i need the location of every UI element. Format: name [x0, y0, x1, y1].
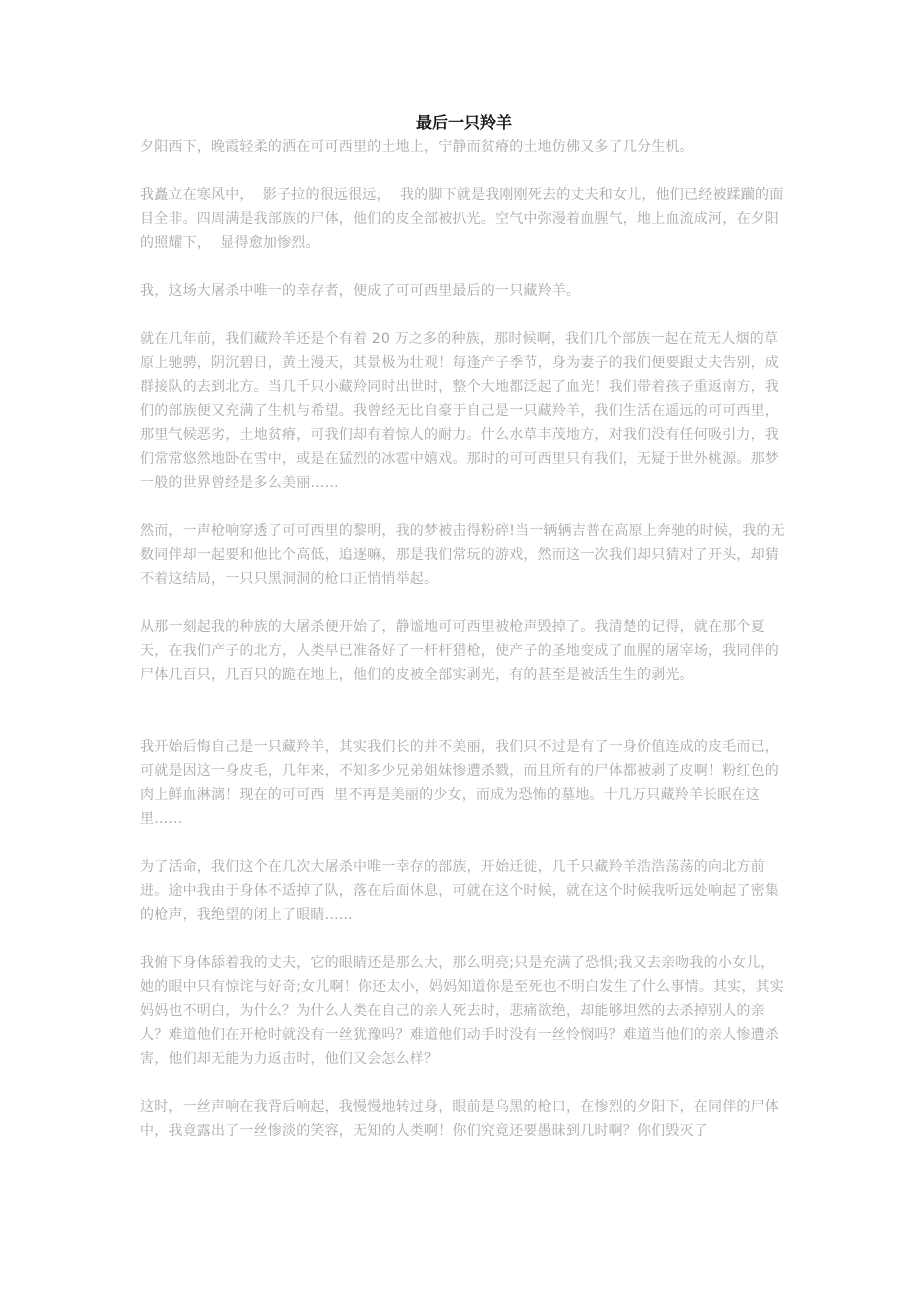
paragraph-8: 为了活命，我们这个在几次大屠杀中唯一幸存的部族，开始迁徙，几千只藏羚羊浩浩荡荡的向北方前进。途中我由于身体不适掉了队，落在后面休息，可就在这个时候，就在这个时候我听远处响起了密集的枪声，我绝望的闭上了眼睛…… — [140, 859, 779, 923]
paragraph-10: 这时，一丝声响在我背后响起，我慢慢地转过身，眼前是乌黑的枪口，在惨烈的夕阳下，在同伴的尸体中，我竟露出了一丝惨淡的笑容，无知的人类啊！你们究竟还要愚昧到几时啊？你们毁灭了 — [140, 1099, 779, 1139]
paragraph-2: 我矗立在寒风中， 影子拉的很远很远， 我的脚下就是我刚刚死去的丈夫和女儿，他们已经被蹂躏的面目全非。四周满是我部族的尸体，他们的皮全部被扒光。空气中弥漫着血腥气，地上血流成河，在夕阳的照耀下， 显得愈加惨烈。 — [140, 187, 784, 251]
document-page — [140, 111, 788, 1143]
paragraph-1: 夕阳西下，晚霞轻柔的洒在可可西里的土地上，宁静而贫瘠的土地仿佛又多了几分生机。 — [140, 139, 694, 155]
paragraph-4: 就在几年前，我们藏羚羊还是个有着 20 万之多的种族，那时候啊，我们几个部族一起在荒无人烟的草原上驰骋，阴沉碧日，黄土漫天，其景极为壮观！每逢产子季节，身为妻子的我们便要跟丈夫告别，成群接队的去到北方。当几千只小藏羚同时出世时，整个大地都泛起了血光！我们带着孩子重返南方，我们的部族便又充满了生机与希望。我曾经无比自豪于自己是一只藏羚羊，我们生活在遥远的可可西里，那里气候恶劣，土地贫瘠，可我们却有着惊人的耐力。什么水草丰茂地方，对我们没有任何吸引力，我们常常悠然地卧在雪中，或是在猛烈的冰雹中嬉戏。那时的可可西里只有我们，无疑于世外桃源。那梦一般的世界曾经是多么美丽…… — [140, 331, 779, 491]
document-title: 最后一只羚羊 — [415, 113, 512, 132]
paragraph-9: 我俯下身体舔着我的丈夫，它的眼睛还是那么大，那么明亮;只是充满了恐惧;我又去亲吻我的小女儿，她的眼中只有惊诧与好奇;女儿啊！你还太小，妈妈知道你是至死也不明白发生了什么事情。其实，其实妈妈也不明白，为什么？为什么人类在自己的亲人死去时，悲痛欲绝，却能够坦然的去杀掉别人的亲人？难道他们在开枪时就没有一丝犹豫吗？难道他们动手时没有一丝怜悯吗？难道当他们的亲人惨遭杀害，他们却无能为力返击时，他们又会怎么样？ — [140, 955, 784, 1067]
paragraph-gap — [140, 255, 788, 279]
paragraph-gap — [140, 1071, 788, 1095]
paragraph-gap — [140, 687, 788, 735]
paragraph-gap — [140, 495, 788, 519]
paragraph-gap — [140, 303, 788, 327]
paragraph-7: 我开始后悔自己是一只藏羚羊，其实我们长的并不美丽，我们只不过是有了一身价值连成的皮毛而已，可就是因这一身皮毛，几年来，不知多少兄弟姐妹惨遭杀戮，而且所有的尸体都被剥了皮啊！粉红色的肉上鲜血淋漓！现在的可可西 里不再是美丽的少女，而成为恐怖的墓地。十几万只藏羚羊长眠在这里…… — [140, 739, 779, 827]
paragraph-3: 我，这场大屠杀中唯一的幸存者，便成了可可西里最后的一只藏羚羊。 — [140, 283, 581, 299]
paragraph-6: 从那一刻起我的种族的大屠杀便开始了，静谧地可可西里被枪声毁掉了。我清楚的记得，就在那个夏天，在我们产子的北方，人类早已准备好了一杆杆猎枪，使产子的圣地变成了血腥的屠宰场，我同伴的尸体几百只，几百只的跪在地上，他们的皮被全部实剥光，有的甚至是被活生生的剥光。 — [140, 619, 779, 683]
paragraph-gap — [140, 159, 788, 183]
paragraph-gap — [140, 927, 788, 951]
paragraph-5: 然而，一声枪响穿透了可可西里的黎明，我的梦被击得粉碎!当一辆辆吉普在高原上奔驰的时候，我的无数同伴却一起要和他比个高低，追逐嘛，那是我们常玩的游戏，然而这一次我们却只猜对了开头，却猜不着这结局，一只只黑洞洞的枪口正悄悄举起。 — [140, 523, 785, 587]
paragraph-gap — [140, 591, 788, 615]
paragraph-gap — [140, 831, 788, 855]
